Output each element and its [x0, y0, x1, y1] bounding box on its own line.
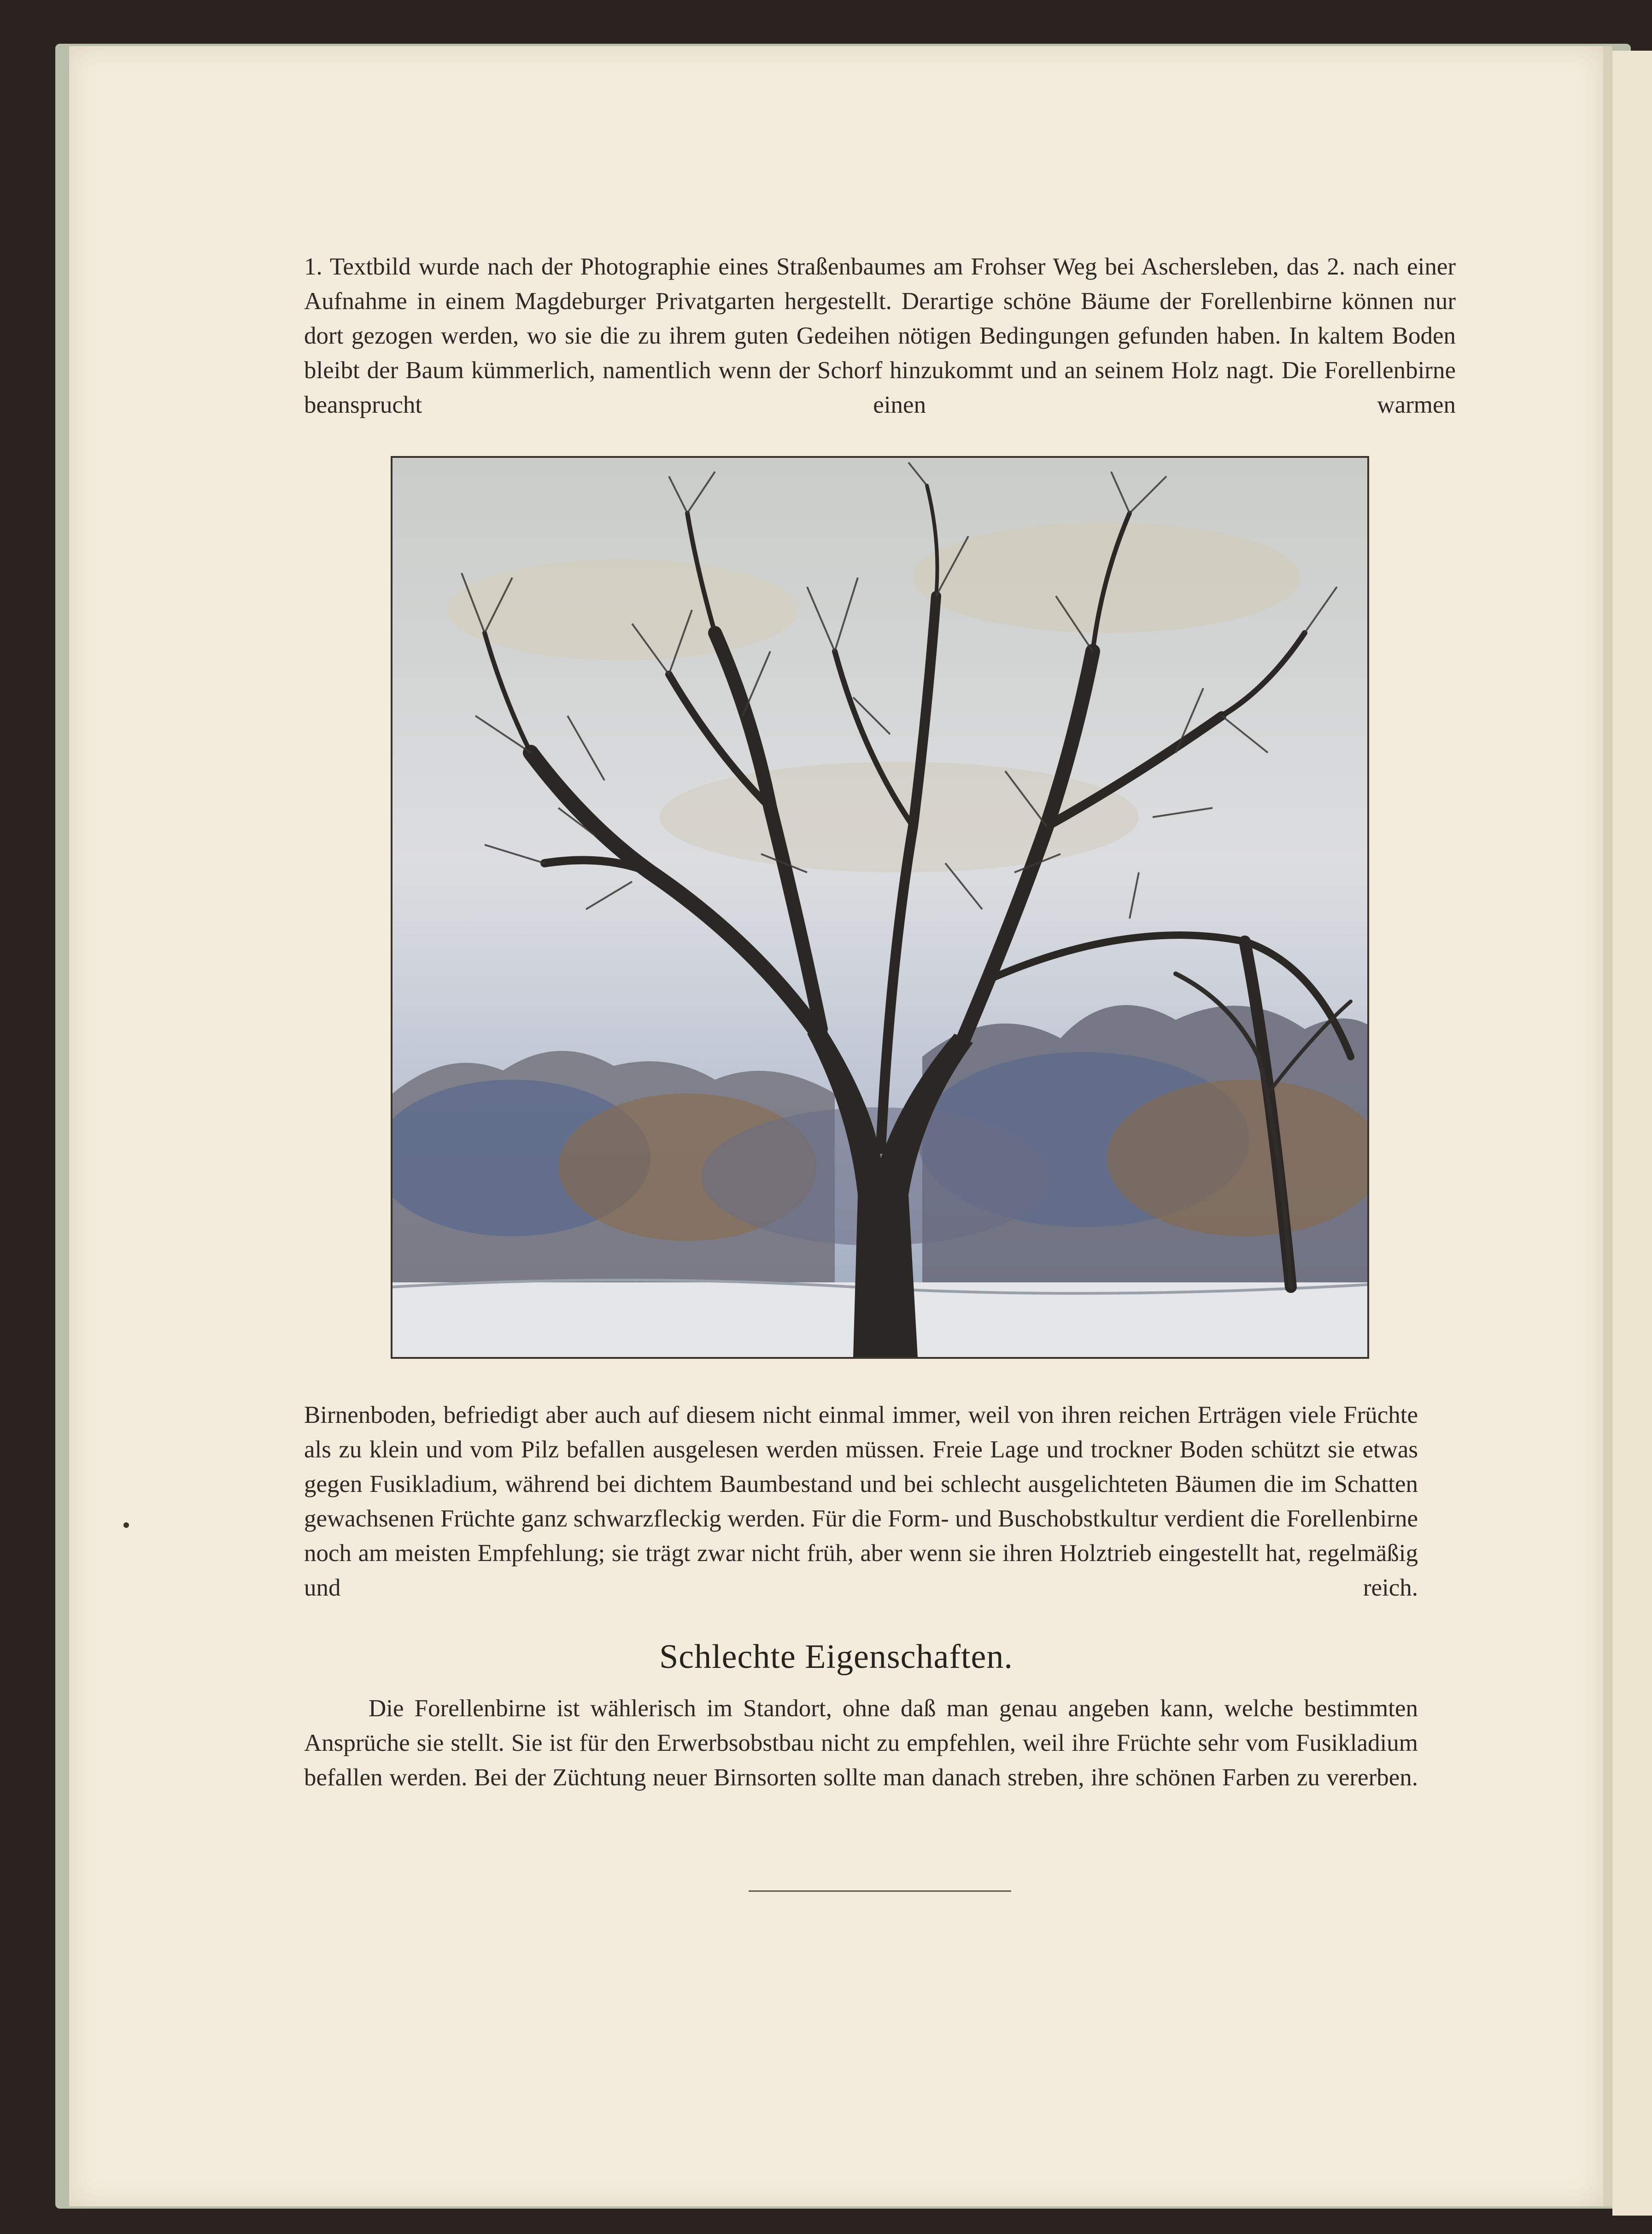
tree-photograph: [391, 456, 1369, 1359]
paragraph-top: 1. Textbild wurde nach der Photographie eines Straßenbaumes am Frohser Weg bei Aschersleben, das 2. nach einer Aufnahme in einem Magdeburger Privatgarten hergestellt. Derartige schöne Bäume der Forellenbirne können nur dort gezogen werden, wo sie die zu ihrem guten Gedeihen nötigen Bedingungen gefunden haben. In kaltem Boden bleibt der Baum kümmerlich, namentlich wenn der Schorf hinzukommt und an seinem Holz nagt. Die Forellenbirne beansprucht einen warmen: [304, 253, 1456, 418]
adjacent-page-edge: [1612, 51, 1652, 2216]
closing-rule: [749, 1890, 1011, 1892]
paragraph-middle: Birnenboden, befriedigt aber auch auf diesem nicht einmal immer, weil von ihren reichen Erträgen viele Früchte als zu klein und vom Pilz befallen ausgelesen werden müssen. Freie Lage und trockner Boden schützt sie etwas gegen Fusikladium, während bei dichtem Baumbestand und bei schlecht ausgelichteten Bäumen die im Schatten gewachsenen Früchte ganz schwarzfleckig werden. Für die Form- und Buschobstkultur verdient die Forellenbirne noch am meisten Empfehlung; sie trägt zwar nicht früh, aber wenn sie ihren Holztrieb eingestellt hat, regelmäßig und reich.: [304, 1402, 1418, 1601]
margin-speck: [123, 1522, 129, 1528]
winter-pear-tree-image: [392, 458, 1367, 1357]
section-heading: Schlechte Eigenschaften.: [659, 1638, 1013, 1676]
page-gutter-shadow: [1603, 46, 1612, 2206]
paragraph-bottom: Die Forellenbirne ist wählerisch im Standort, ohne daß man genau angeben kann, welche bestimmten Ansprüche sie stellt. Sie ist für den Erwerbsobstbau nicht zu empfehlen, weil ihre Früchte sehr vom Fusikladium befallen werden. Bei der Züchtung neuer Birnsorten sollte man danach streben, ihre schönen Farben zu vererben.: [304, 1695, 1418, 1791]
